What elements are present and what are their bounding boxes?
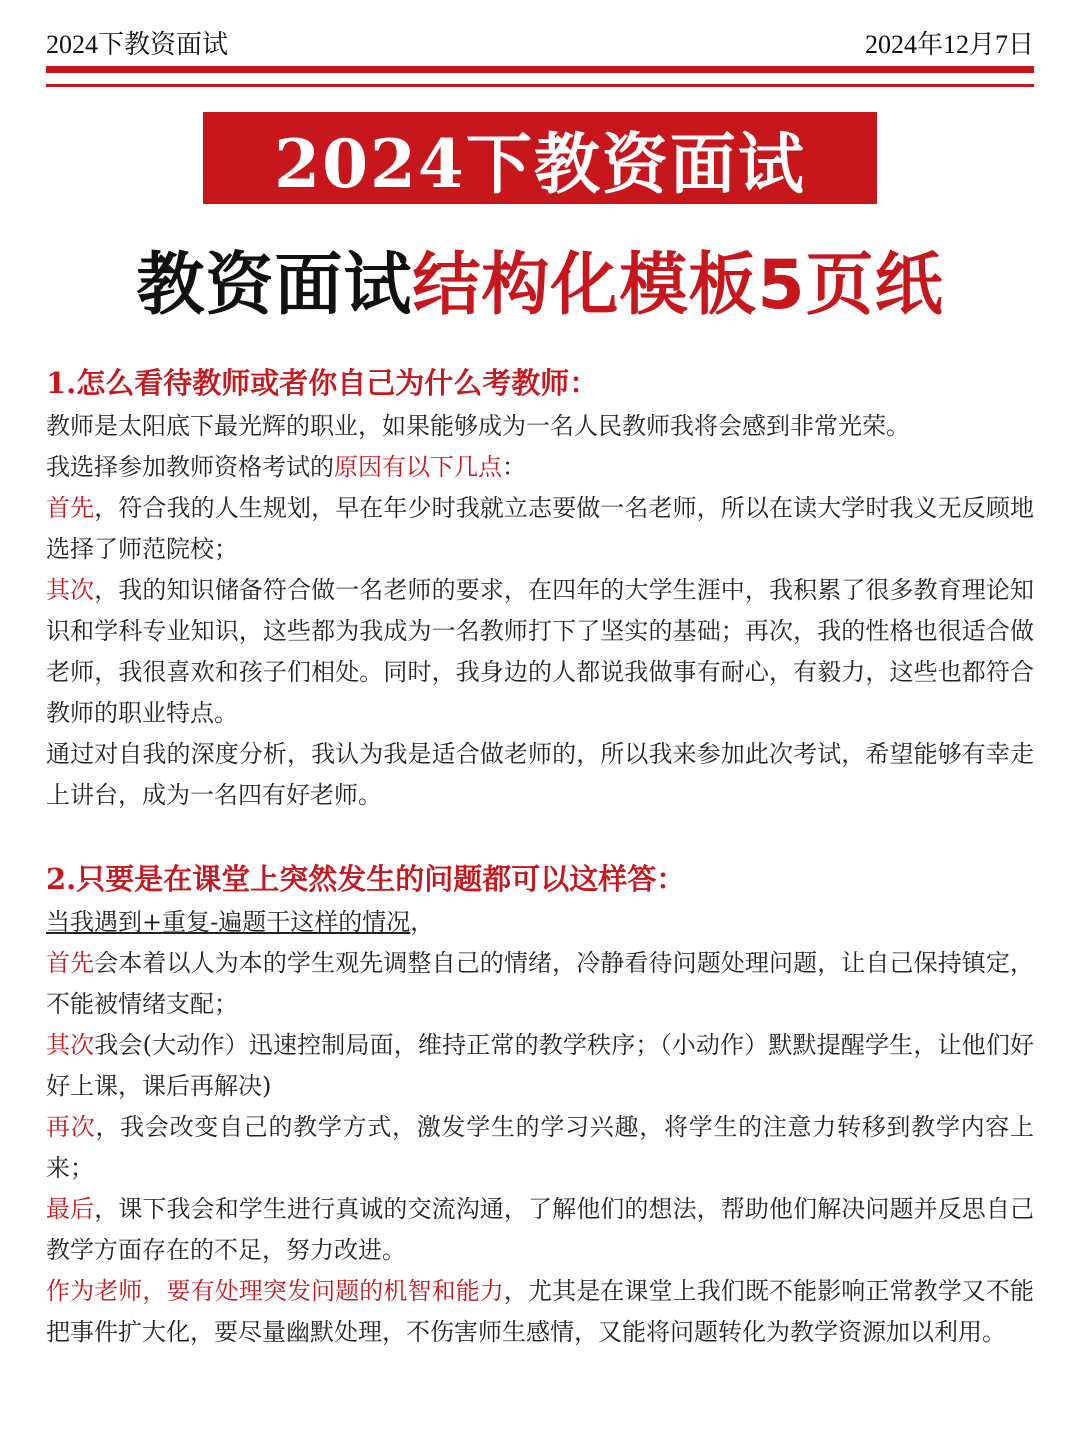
title-banner: 2024下教资面试	[203, 112, 877, 204]
section-2-title: 2.只要是在课堂上突然发生的问题都可以这样答：	[46, 862, 686, 896]
s2p5-text: ，课下我会和学生进行真诚的交流沟通，了解他们的想法，帮助他们解决问题并反思自己教学方面存在的不足，努力改进。	[46, 1195, 1035, 1264]
section-1-paragraph-3	[46, 488, 1034, 570]
section-2-paragraph-1	[46, 902, 1034, 943]
s2p2-lead: 首先	[46, 949, 95, 977]
s1p3-text: ，符合我的人生规划，早在年少时我就立志要做一名老师，所以在读大学时我义无反顾地选择了师范院校；	[46, 494, 1035, 563]
section-1-paragraph-2	[46, 447, 1034, 488]
subtitle-red: 结构化模板5页纸	[412, 246, 944, 325]
s2p3-lead: 其次	[46, 1031, 95, 1059]
s2p4-text: ，我会改变自己的教学方式，激发学生的学习兴趣，将学生的注意力转移到教学内容上来；	[46, 1113, 1034, 1182]
section-2-paragraph-2	[46, 943, 1034, 1025]
s1p4-text: ，我的知识储备符合做一名老师的要求，在四年的大学生涯中，我积累了很多教育理论知识和学科专业知识，这些都为我成为一名教师打下了坚实的基础；再次，我的性格也很适合做老师，我很喜欢和孩子们相处。同时，我身边的人都说我做事有耐心，有毅力，这些也都符合教师的职业特点。	[46, 576, 1035, 727]
s2p1-end: ，	[410, 908, 435, 936]
section-2-paragraph-6	[46, 1271, 1034, 1353]
s1p2-text: 我选择参加教师资格考试的	[46, 453, 334, 481]
s2p5-lead: 最后	[46, 1195, 95, 1223]
header-title: 2024下教资面试	[46, 30, 229, 59]
header-date: 2024年12月7日	[864, 30, 1034, 59]
s2p2-text: 会本着以人为本的学生观先调整自己的情绪，冷静看待问题处理问题，让自己保持镇定，不能被情绪支配；	[46, 949, 1035, 1018]
section-2-paragraph-3	[46, 1025, 1034, 1107]
section-1-paragraph-5: 通过对自我的深度分析，我认为我是适合做老师的，所以我来参加此次考试，希望能够有幸走上讲台，成为一名四有好老师。	[46, 740, 1034, 809]
s2p3-text: 我会(大动作）迅速控制局面，维持正常的教学秩序；（小动作）默默提醒学生，让他们好好上课，课后再解决)	[46, 1031, 1034, 1100]
s2p6-lead: 作为老师，要有处理突发问题的机智和能力	[46, 1277, 504, 1305]
s1p4-lead: 其次	[46, 576, 95, 604]
subtitle-black: 教资面试	[136, 246, 413, 325]
header-bar	[46, 24, 1034, 61]
section-2-paragraph-4	[46, 1107, 1034, 1189]
s2p4-lead: 再次	[46, 1113, 96, 1141]
section-1-paragraph-1: 教师是太阳底下最光辉的职业，如果能够成为一名人民教师我将会感到非常光荣。	[46, 412, 910, 440]
divider-thin	[46, 84, 1034, 87]
section-spacer	[46, 816, 1034, 856]
s1p3-lead: 首先	[46, 494, 95, 522]
section-1-paragraph-4	[46, 570, 1034, 734]
divider-thick	[46, 66, 1034, 73]
s2p1-underlined: 当我遇到+重复-遍题干这样的情况	[46, 908, 411, 936]
s1p2-end: ：	[502, 453, 526, 481]
main-content	[46, 360, 1034, 1353]
s1p2-highlight: 原因有以下几点	[334, 453, 502, 481]
section-2-paragraph-5	[46, 1189, 1034, 1271]
section-1-title: 1.怎么看待教师或者你自己为什么考教师：	[46, 366, 599, 400]
page-subtitle	[0, 246, 1080, 326]
s2p6-text: ，尤其是在课堂上我们既不能影响正常教学又不能把事件扩大化，要尽量幽默处理，不伤害师生感情，又能将问题转化为教学资源加以利用。	[46, 1277, 1035, 1346]
